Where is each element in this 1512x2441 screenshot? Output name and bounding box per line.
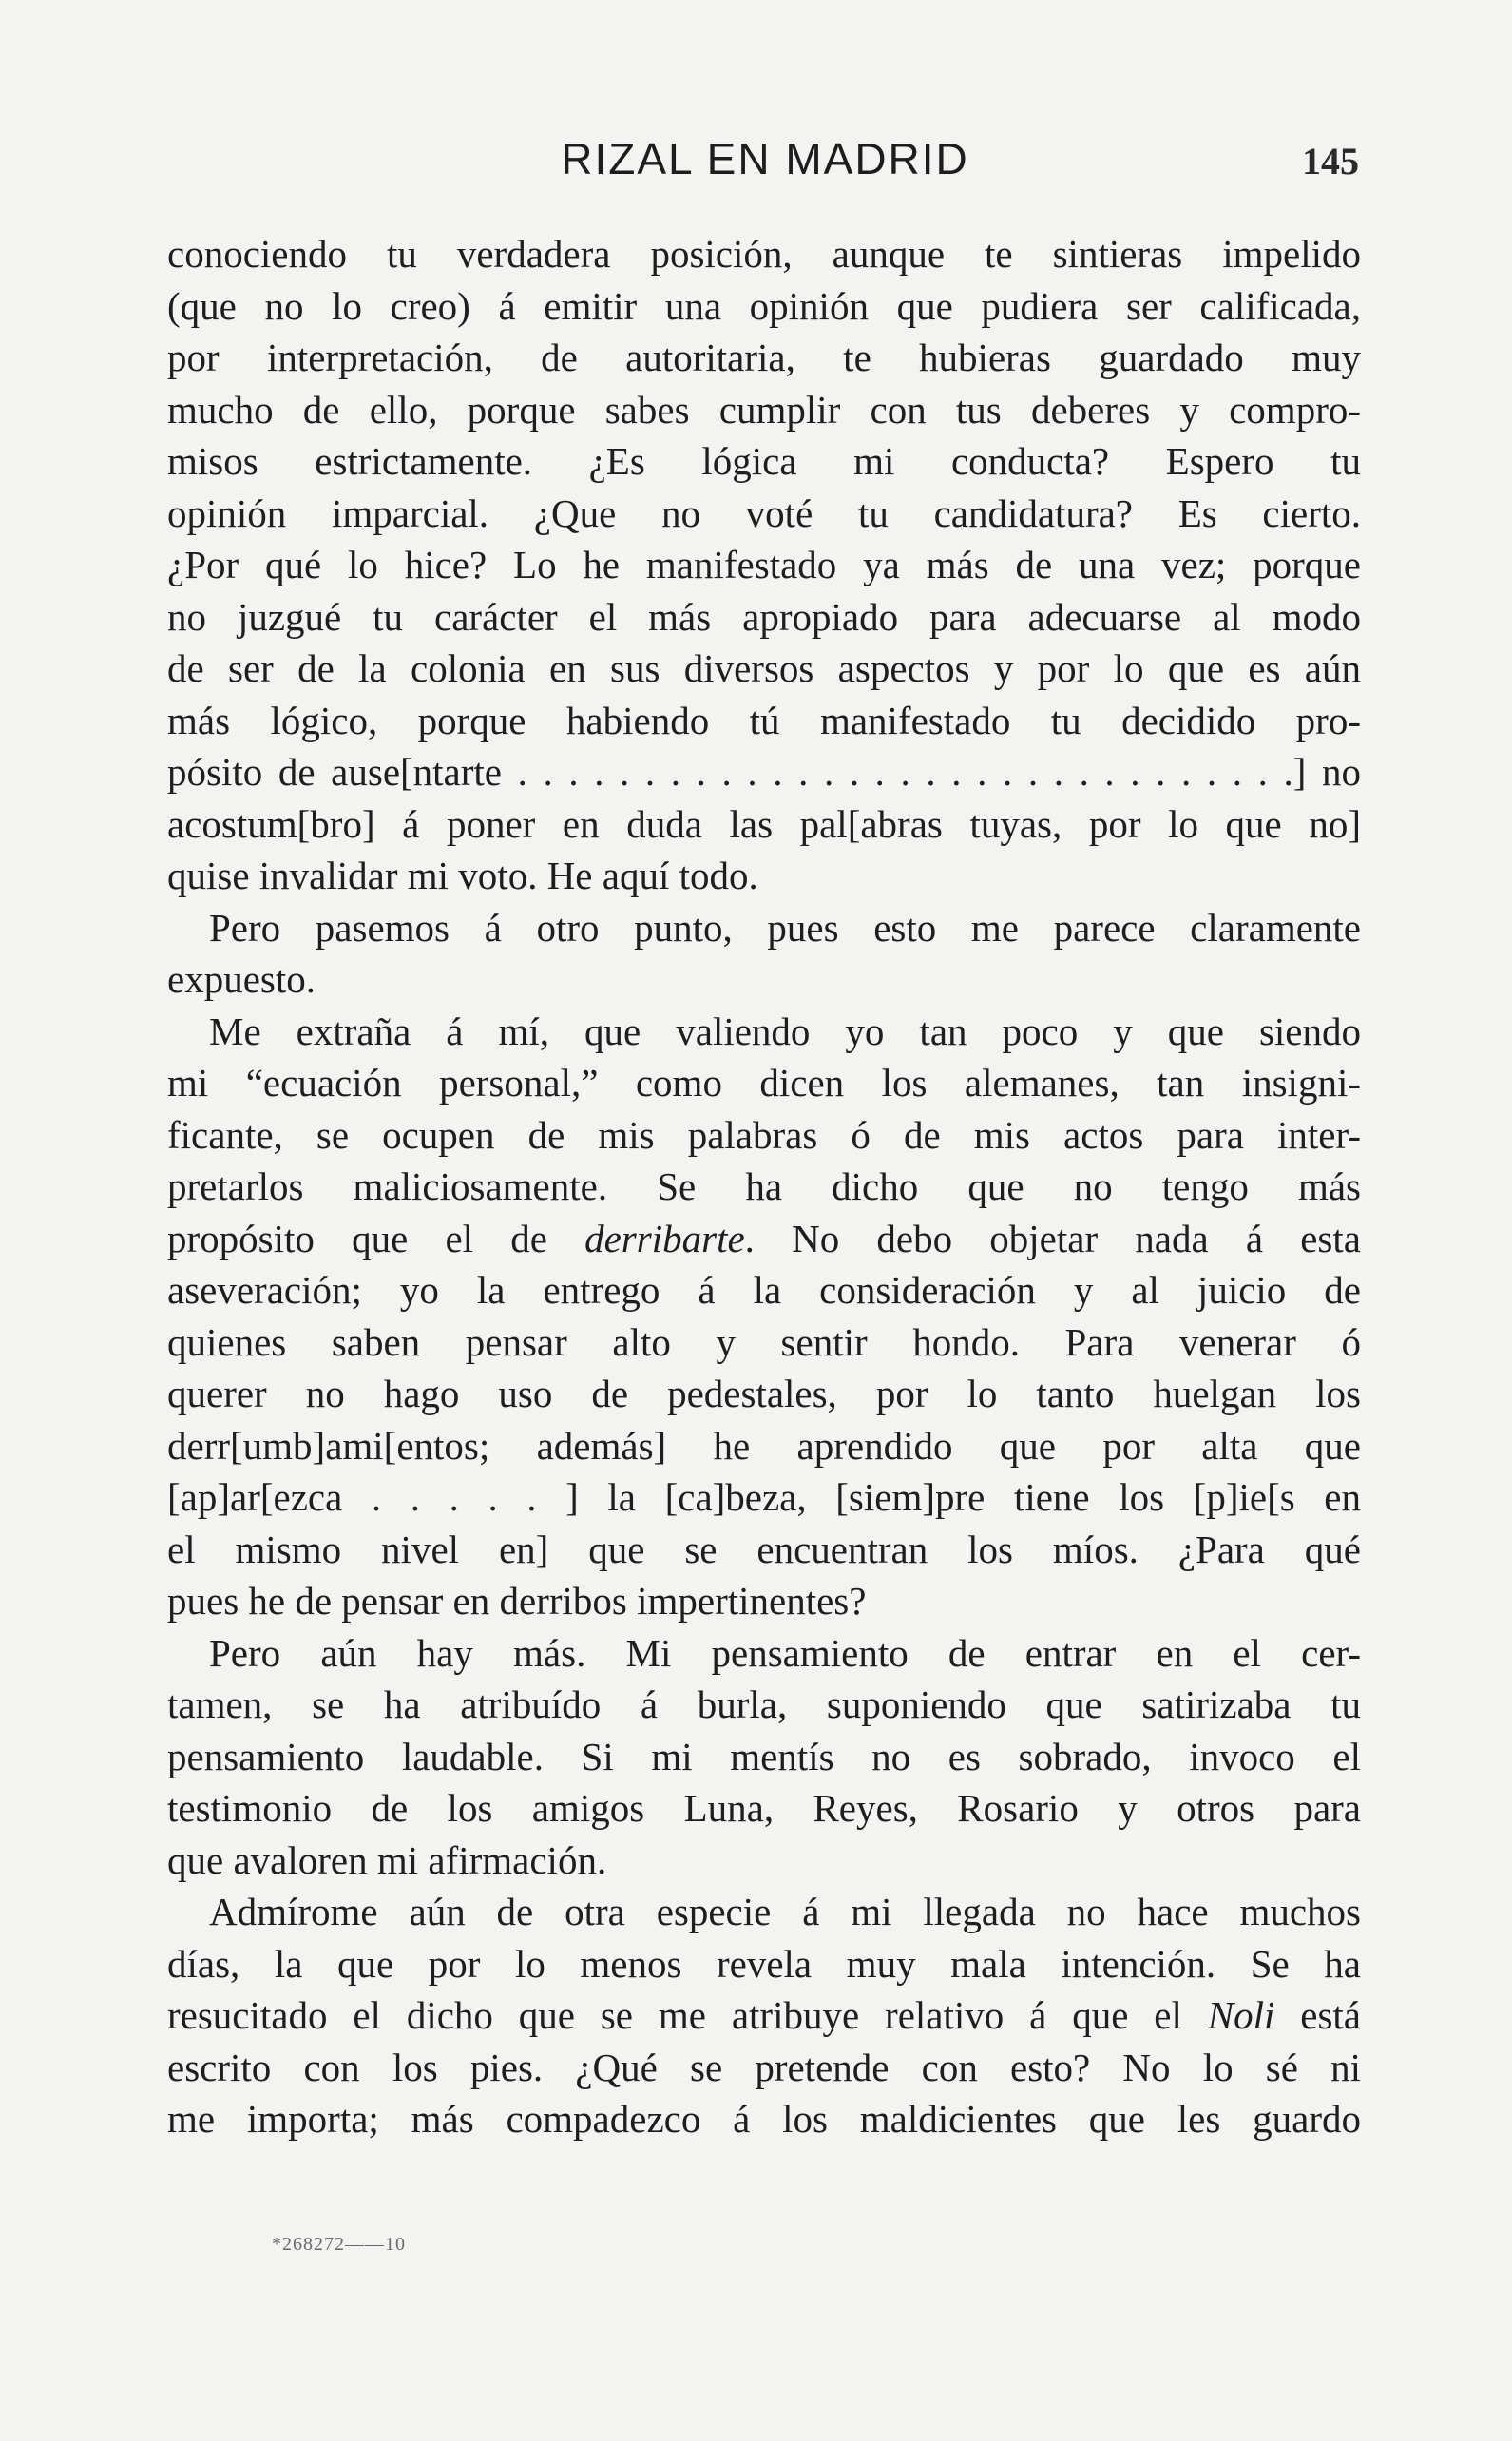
text-line: Pero pasemos á otro punto, pues esto me parece claramente	[209, 905, 1361, 950]
text-line: derr[umb]ami[entos; además] he aprendido que por alta que	[167, 1423, 1361, 1468]
running-title: RIZAL EN MADRID	[561, 134, 969, 183]
text-line: mi “ecuación personal,” como dicen los alemanes, tan insigni-	[167, 1061, 1361, 1105]
text-line: pósito de ause[ntarte . . . . . . . . . . . . . . . . . . . . . . . . . . . . . . .] no	[167, 750, 1361, 794]
text-line: opinión imparcial. ¿Que no voté tu candidatura? Es cierto.	[167, 490, 1361, 535]
italic-word: derribarte	[584, 1216, 745, 1260]
text-line: expuesto.	[167, 957, 316, 1001]
text-line: pues he de pensar en derribos impertinentes?	[167, 1579, 867, 1623]
text-line: [ap]ar[ezca . . . . . ] la [ca]beza, [siem]pre tiene los [p]ie[s en	[167, 1475, 1361, 1519]
text-line: ficante, se ocupen de mis palabras ó de mis actos para inter-	[167, 1112, 1361, 1157]
text-line: quise invalidar mi voto. He aquí todo.	[167, 854, 758, 897]
text-line: querer no hago uso de pedestales, por lo tanto huelgan los	[167, 1372, 1361, 1415]
text-line: resucitado el dicho que se me atribuye relativo á que el Noli está	[167, 1993, 1362, 2037]
text-line: aseveración; yo la entrego á la consideración y al juicio de	[167, 1268, 1361, 1312]
text-line: conociendo tu verdadera posición, aunque te sintieras impelido	[167, 232, 1361, 276]
text-line: quienes saben pensar alto y sentir hondo. Para venerar ó	[167, 1319, 1361, 1364]
text-line: Pero aún hay más. Mi pensamiento de entrar en el cer-	[209, 1630, 1361, 1675]
text-line: no juzgué tu carácter el más apropiado para adecuarse al modo	[167, 594, 1361, 639]
text-line: me importa; más compadezco á los maldicientes que les guardo	[167, 2097, 1361, 2141]
text-line: ¿Por qué lo hice? Lo he manifestado ya más de una vez; porque	[167, 543, 1361, 586]
text-line: acostum[bro] á poner en duda las pal[abras tuyas, por lo que no]	[167, 801, 1361, 846]
text-line: el mismo nivel en] que se encuentran los míos. ¿Para qué	[167, 1527, 1361, 1571]
text-line: mucho de ello, porque sabes cumplir con tus deberes y compro-	[167, 387, 1361, 432]
italic-word: Noli	[1207, 1993, 1275, 2037]
printer-signature-mark: *268272——10	[272, 2234, 406, 2255]
text-line: de ser de la colonia en sus diversos aspectos y por lo que es aún	[167, 646, 1361, 690]
text-line: misos estrictamente. ¿Es lógica mi conducta? Espero tu	[167, 439, 1361, 483]
text-line: tamen, se ha atribuído á burla, suponiendo que satirizaba tu	[167, 1682, 1361, 1726]
text-line: que avaloren mi afirmación.	[167, 1837, 607, 1882]
text-line: propósito que el de derribarte. No debo objetar nada á esta	[167, 1216, 1361, 1260]
body-text	[167, 228, 1361, 2145]
text-line: pensamiento laudable. Si mi mentís no es sobrado, invoco el	[167, 1734, 1361, 1778]
page-number: 145	[1302, 140, 1359, 183]
text-line: más lógico, porque habiendo tú manifestado tu decidido pro-	[167, 698, 1361, 742]
text-line: (que no lo creo) á emitir una opinión que pudiera ser calificada,	[167, 283, 1361, 328]
text-line: pretarlos maliciosamente. Se ha dicho que no tengo más	[167, 1164, 1361, 1208]
text-line: escrito con los pies. ¿Qué se pretende con esto? No lo sé ni	[167, 2045, 1361, 2089]
page-header	[171, 133, 1359, 209]
text-line: días, la que por lo menos revela muy mala intención. Se ha	[167, 1941, 1361, 1986]
text-line: por interpretación, de autoritaria, te hubieras guardado muy	[167, 336, 1361, 379]
text-line: testimonio de los amigos Luna, Reyes, Rosario y otros para	[167, 1786, 1361, 1830]
text-line: Me extraña á mí, que valiendo yo tan poco y que siendo	[209, 1009, 1361, 1053]
text-line: Admírome aún de otra especie á mi llegada no hace muchos	[209, 1890, 1361, 1933]
